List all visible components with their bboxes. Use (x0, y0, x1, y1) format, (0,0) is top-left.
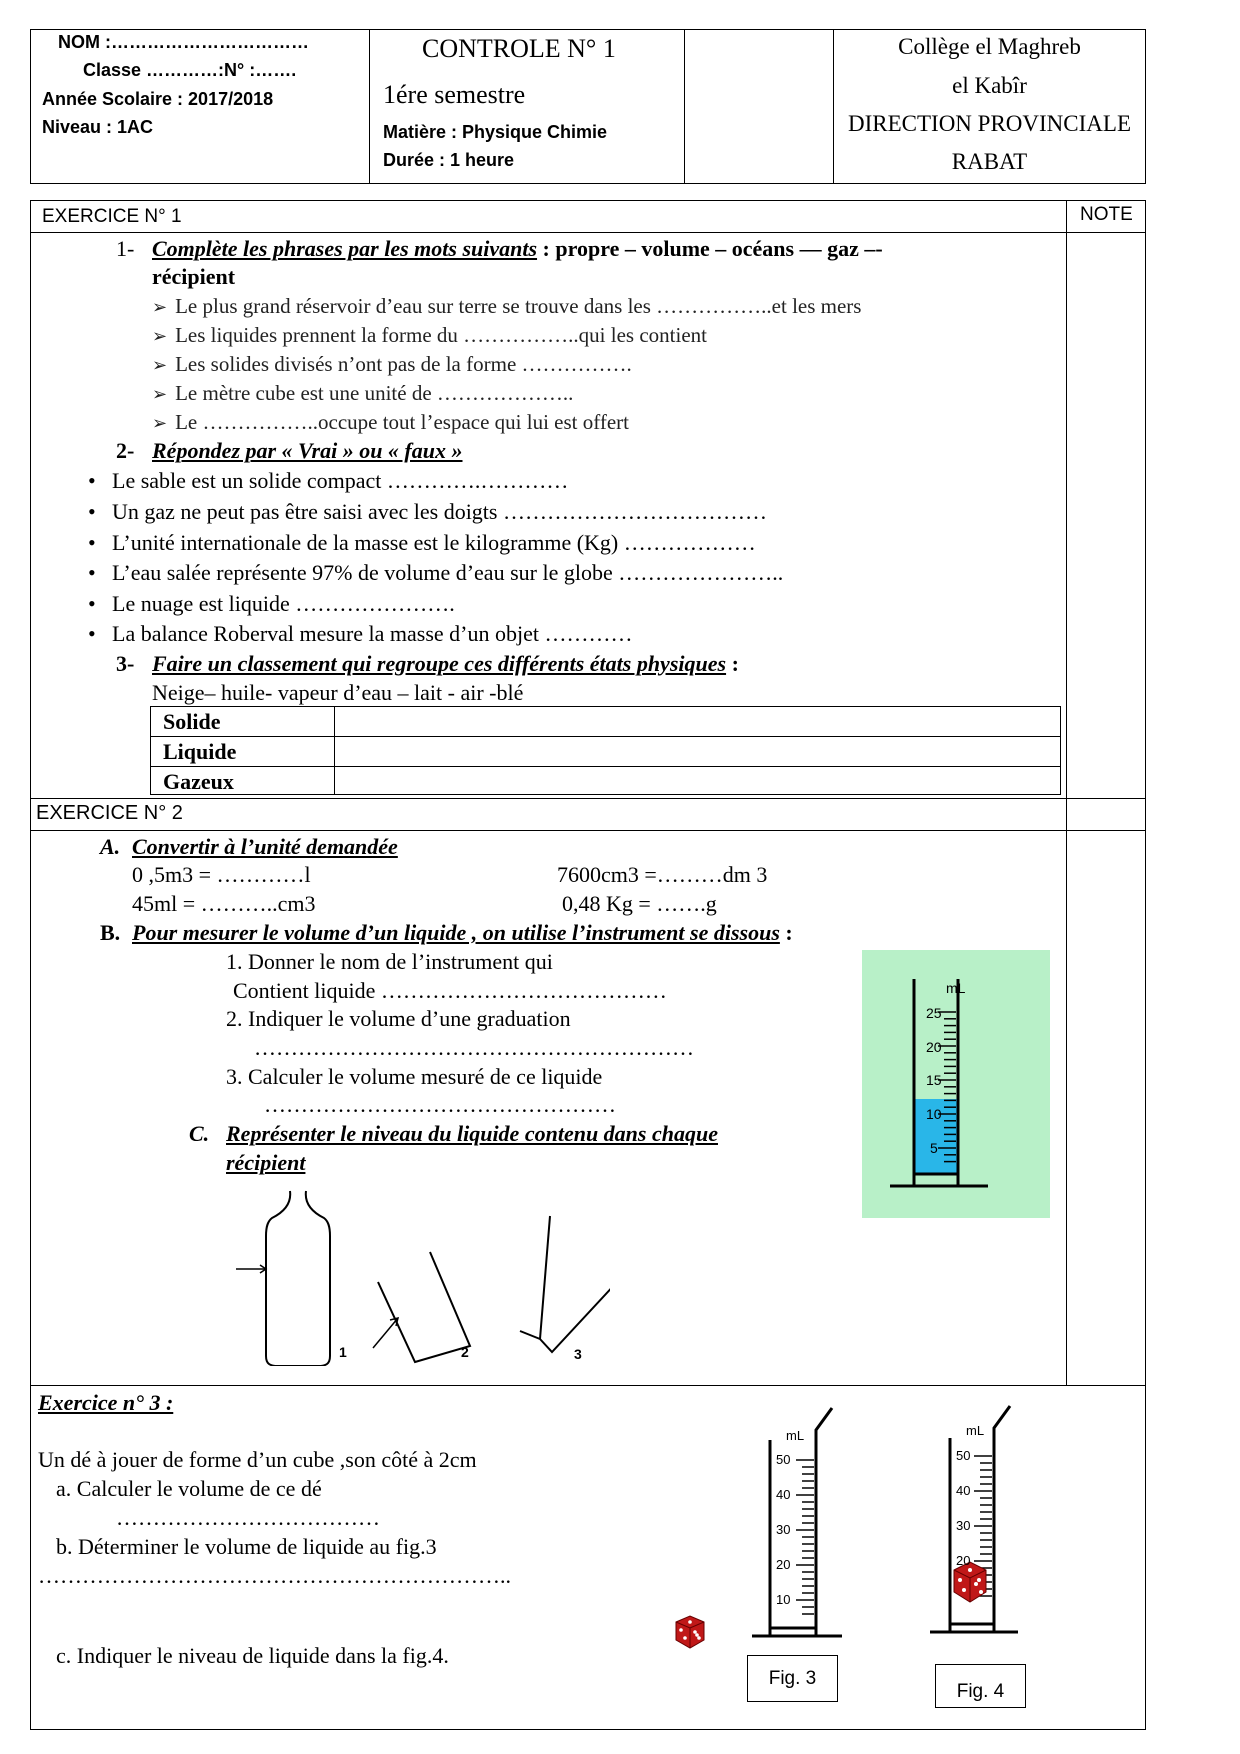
classe-field: Classe …………:N° :……. (83, 60, 297, 80)
q2-item: • L’eau salée représente 97% de volume d’eau sur le globe ………………….. (112, 560, 783, 586)
q1-words-2: récipient (152, 264, 236, 289)
q1-words: : propre – volume – océans — gaz –- (537, 236, 883, 261)
conversion: 45ml = ………..cm3 (132, 891, 316, 916)
fig3-tick-label: 50 (776, 1452, 791, 1467)
b-item: …………………………………………………… (254, 1035, 694, 1060)
tilted-vessel (378, 1252, 470, 1362)
q1-item: ➢ Le plus grand réservoir d’eau sur terre se trouve dans les ……………..et les mers (152, 293, 861, 320)
b-instruction: Pour mesurer le volume d’un liquide , on utilise l’instrument se dissous (132, 920, 780, 945)
classification-table (150, 706, 1061, 795)
fig4-tick-label: 20 (956, 1553, 971, 1568)
fig3-tick-label: 40 (776, 1487, 791, 1502)
ex2-title: EXERCICE N° 2 (36, 802, 183, 824)
die-icon (672, 1612, 706, 1650)
q3-statement: Faire un classement qui regroupe ces différents états physiques : (152, 651, 739, 676)
ex3-question-b: b. Déterminer le volume de liquide au fig.3 (56, 1534, 437, 1559)
b-item: 1. Donner le nom de l’instrument qui (226, 949, 553, 974)
q2-item: • La balance Roberval mesure la masse d’un objet ………… (112, 621, 633, 647)
v-vessel (520, 1216, 610, 1352)
row-liquide: Liquide (163, 739, 237, 764)
semestre: 1ére semestre (383, 80, 526, 109)
q2-instruction: Répondez par « Vrai » ou « faux » (152, 438, 463, 463)
q2-item: • Le sable est un solide compact ………….………… (112, 468, 568, 494)
ville: RABAT (951, 149, 1028, 174)
q1-item: ➢ Les solides divisés n’ont pas de la forme ……………. (152, 351, 632, 378)
fig3-caption: Fig. 3 (747, 1655, 838, 1702)
cylinder-tick-label: 15 (926, 1072, 942, 1088)
conversion: 0,48 Kg = …….g (562, 891, 717, 916)
row-solide: Solide (163, 709, 221, 734)
cylinder-tick-label: 5 (930, 1140, 938, 1156)
c-instruction: Représenter le niveau du liquide contenu dans chaque (226, 1121, 718, 1146)
ex3-question-a: a. Calculer le volume de ce dé (56, 1476, 322, 1501)
q3-list: Neige– huile- vapeur d’eau – lait - air -blé (152, 680, 524, 705)
cylinder-tick-label: 10 (926, 1106, 942, 1122)
q1-item: ➢ Le mètre cube est une unité de ……………….. (152, 380, 573, 407)
b-item: Contient liquide ………………………………… (233, 978, 667, 1003)
row-gazeux: Gazeux (163, 769, 234, 794)
vessels-drawing (230, 1186, 610, 1366)
q1-item: ➢ Le ……………..occupe tout l’espace qui lui est offert (152, 409, 629, 436)
fig4-tick-label: 50 (956, 1448, 971, 1463)
q3-number: 3- (116, 651, 135, 676)
ex3-title: Exercice n° 3 : (38, 1390, 174, 1415)
note-header: NOTE (1080, 204, 1133, 225)
ex3-answer-a: ……………………………… (116, 1505, 380, 1530)
cylinder-tick-label: 25 (926, 1005, 942, 1021)
ex1-title: EXERCICE N° 1 (42, 206, 182, 227)
matiere: Matière : Physique Chimie (383, 122, 608, 142)
q3-instruction: Faire un classement qui regroupe ces différents états physiques (152, 651, 727, 676)
cylinder-tick-label: 20 (926, 1039, 942, 1055)
niveau: Niveau : 1AC (42, 117, 154, 137)
c-instruction-2: récipient (226, 1150, 306, 1175)
fig3-tick-label: 30 (776, 1522, 791, 1537)
direction: DIRECTION PROVINCIALE (847, 111, 1131, 136)
graduated-cylinder-panel (862, 950, 1050, 1218)
cylinder-unit: mL (946, 980, 966, 996)
ex3-answer-b: ……………………………………………………….. (38, 1563, 511, 1588)
fig4-tick-label: 40 (956, 1483, 971, 1498)
ex3-question-c: c. Indiquer le niveau de liquide dans la fig.4. (56, 1643, 449, 1668)
b-statement: Pour mesurer le volume d’un liquide , on utilise l’instrument se dissous : (132, 920, 793, 945)
fig3-tick-label: 10 (776, 1592, 791, 1607)
b-label: B. (100, 920, 121, 945)
college-name: Collège el Maghreb (898, 34, 1081, 59)
c-label: C. (189, 1121, 210, 1146)
bottle-vessel (266, 1191, 330, 1366)
q2-item: • Un gaz ne peut pas être saisi avec les doigts ……………………………… (112, 499, 767, 525)
a-label: A. (100, 834, 121, 859)
vessel-label: 3 (574, 1346, 582, 1362)
a-instruction: Convertir à l’unité demandée (132, 834, 398, 859)
conversion: 7600cm3 =………dm 3 (557, 862, 768, 887)
b-item: ………………………………………… (264, 1092, 616, 1117)
duree: Durée : 1 heure (383, 150, 515, 170)
fig4-unit: mL (966, 1423, 985, 1438)
fig4-caption: Fig. 4 (935, 1664, 1026, 1708)
arrow-line (373, 1318, 398, 1348)
q2-number: 2- (116, 438, 135, 463)
q1-instruction: Complète les phrases par les mots suivants (152, 236, 538, 261)
ex3-intro: Un dé à jouer de forme d’un cube ,son côté à 2cm (38, 1447, 477, 1472)
vessel-label: 1 (339, 1344, 347, 1360)
q1-item: ➢ Les liquides prennent la forme du ……………..qui les contient (152, 322, 707, 349)
controle-title: CONTROLE N° 1 (422, 34, 616, 63)
q2-item: • L’unité internationale de la masse est le kilogramme (Kg) ……………… (112, 530, 756, 556)
b-item: 3. Calculer le volume mesuré de ce liquide (226, 1064, 603, 1089)
b-item: 2. Indiquer le volume d’une graduation (226, 1006, 571, 1031)
q1-number: 1- (116, 236, 135, 261)
nom-field: NOM :…………………………… (58, 32, 309, 52)
fig3-unit: mL (786, 1428, 805, 1443)
fig4-tick-label: 30 (956, 1518, 971, 1533)
annee-scolaire: Année Scolaire : 2017/2018 (42, 89, 274, 109)
conversion: 0 ,5m3 = …………l (132, 862, 311, 887)
q2-item: • Le nuage est liquide …………………. (112, 591, 455, 617)
college-name-2: el Kabîr (952, 73, 1027, 98)
fig3-tick-label: 20 (776, 1557, 791, 1572)
vessel-label: 2 (461, 1344, 469, 1360)
q1-statement (152, 236, 1032, 262)
